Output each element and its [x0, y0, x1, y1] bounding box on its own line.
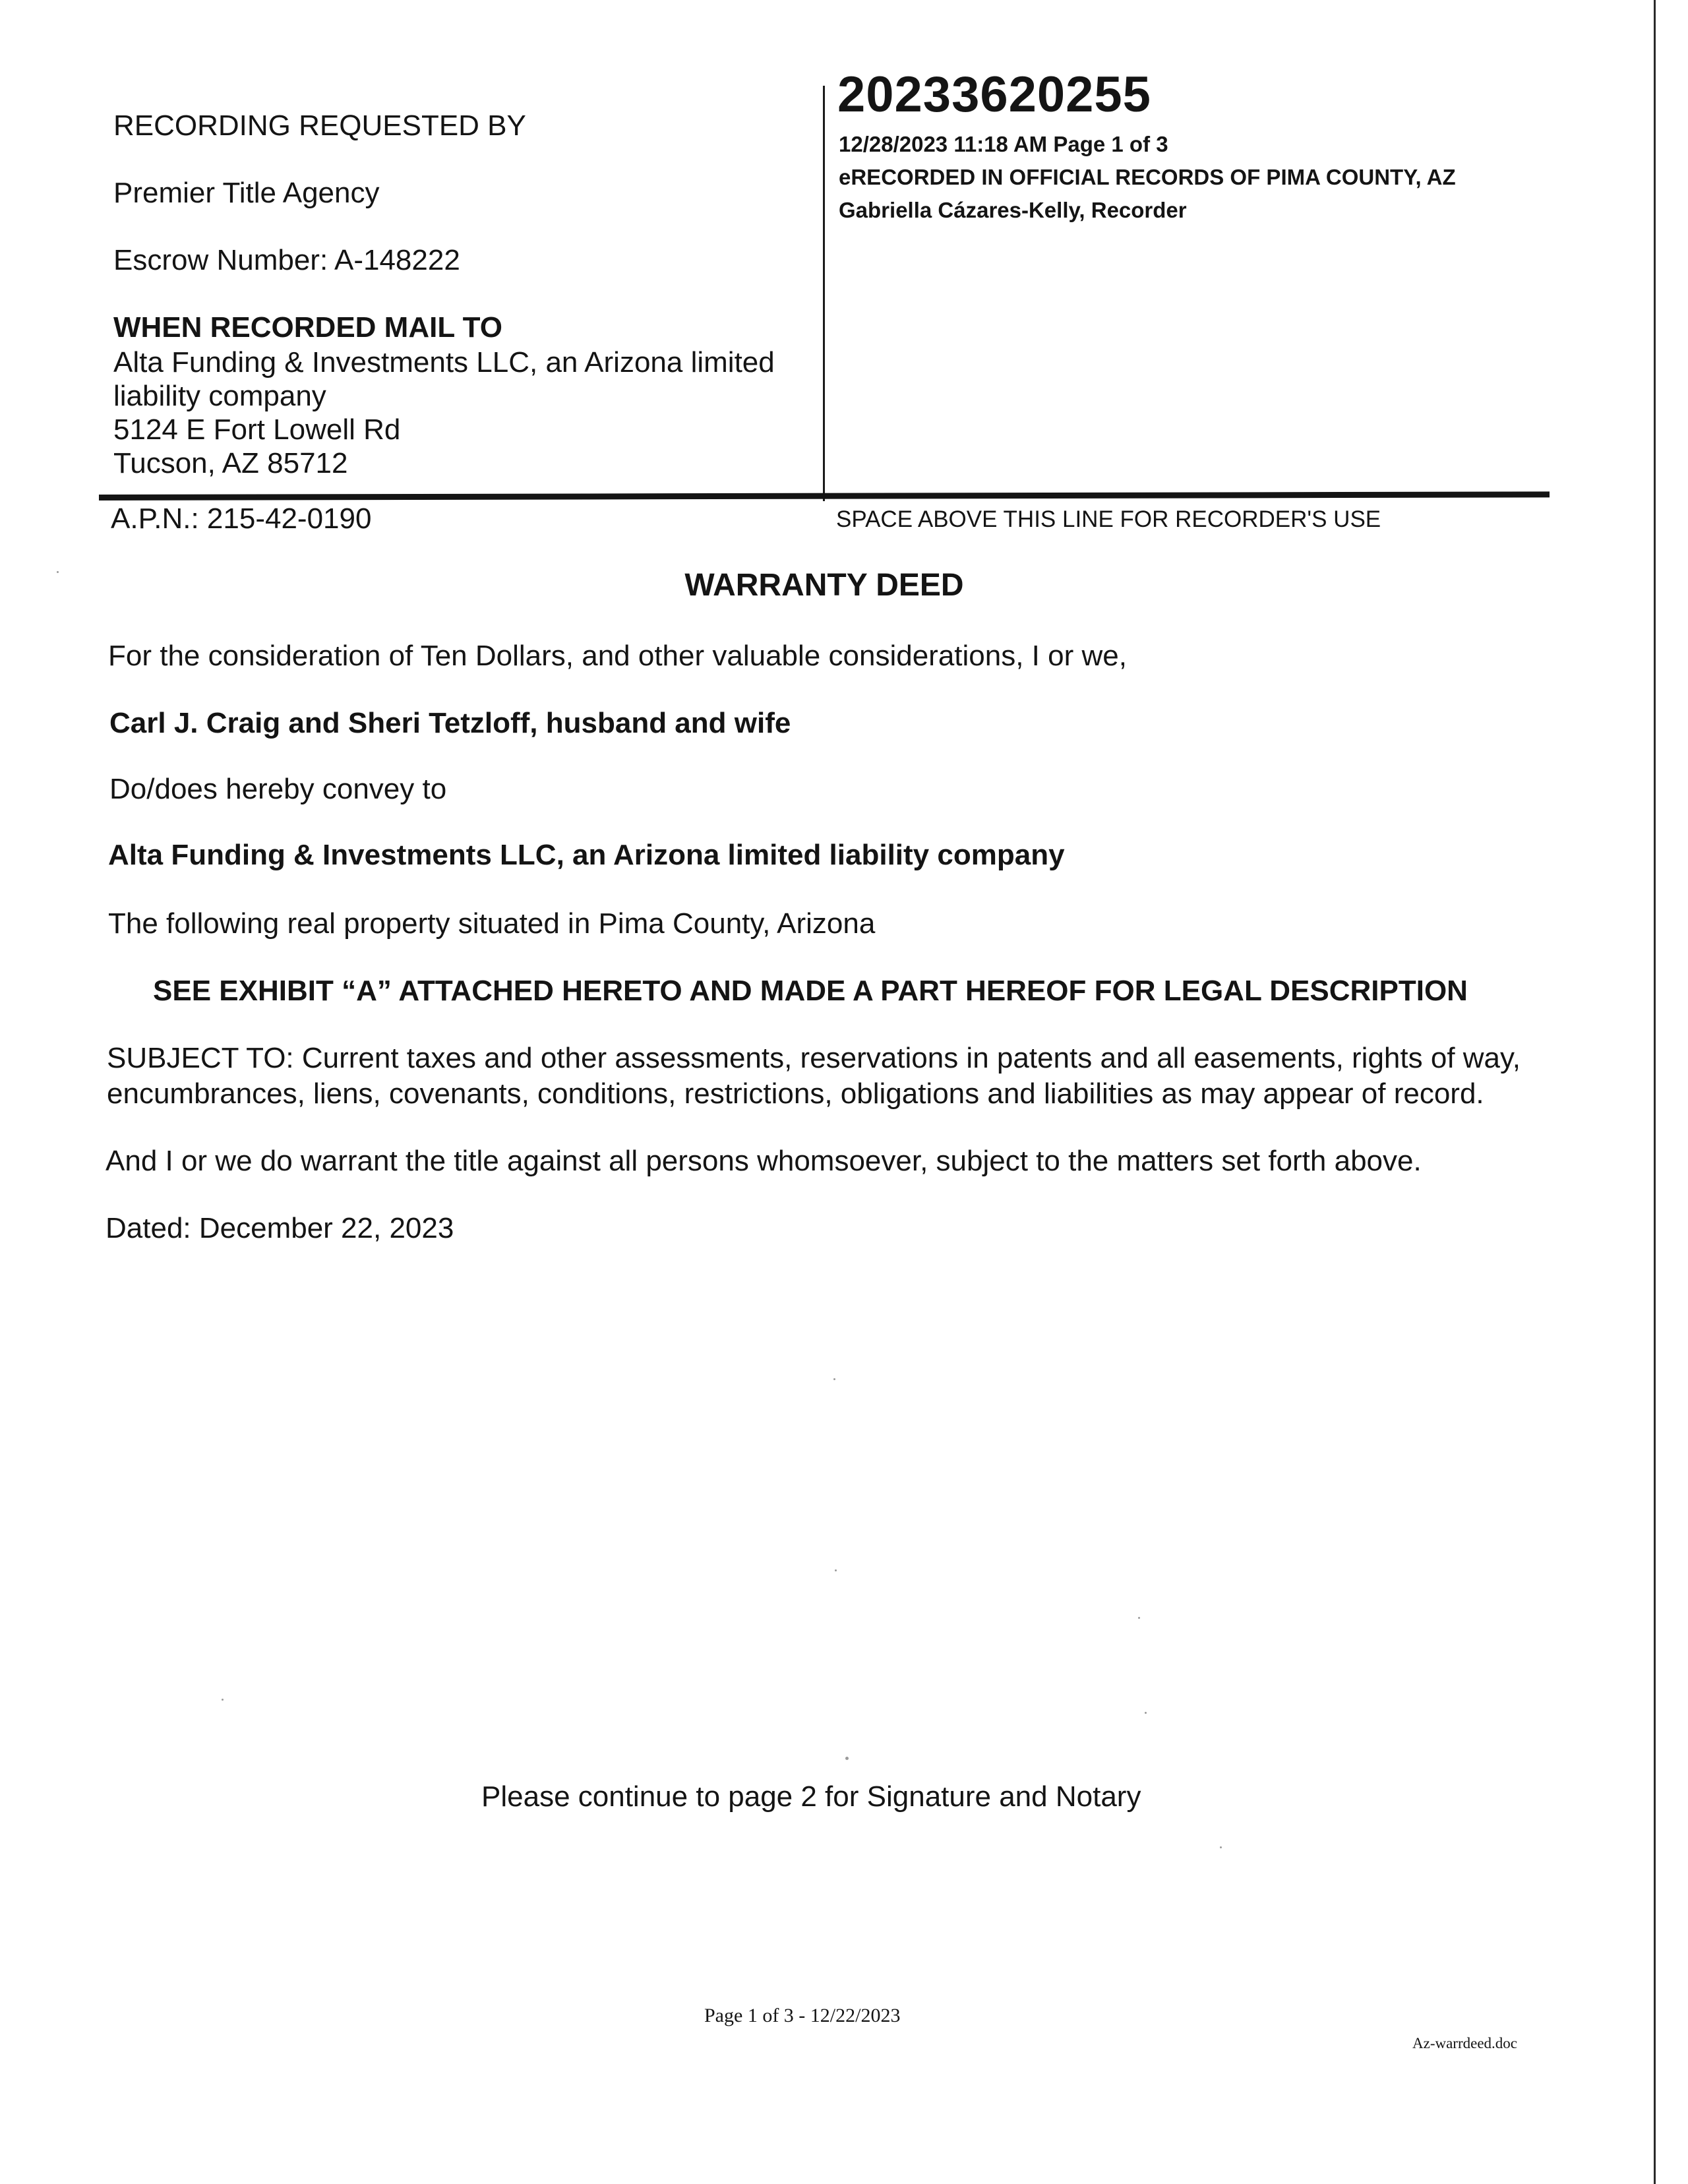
apn-number: A.P.N.: 215-42-0190 [111, 502, 372, 535]
scan-edge-line [1654, 0, 1656, 2184]
footer-page-number: Page 1 of 3 - 12/22/2023 [704, 2005, 901, 2026]
mail-to-line: Alta Funding & Investments LLC, an Arizona limited [113, 346, 775, 379]
mail-to-line: Tucson, AZ 85712 [113, 447, 348, 479]
recorder-box-divider [823, 86, 825, 501]
scan-speck [833, 1378, 835, 1380]
mail-to-address [113, 346, 806, 480]
warranty-text: And I or we do warrant the title against all persons whomsoever, subject to the matters set forth above. [106, 1145, 1422, 1177]
escrow-number: Escrow Number: A-148222 [113, 244, 460, 276]
scan-speck [57, 571, 59, 573]
subject-to-line: encumbrances, liens, covenants, conditions, restrictions, obligations and liabilities as may appear of record. [107, 1077, 1484, 1110]
recording-requested-label: RECORDING REQUESTED BY [113, 109, 526, 142]
property-text: The following real property situated in Pima County, Arizona [108, 907, 876, 940]
scan-speck [845, 1757, 849, 1760]
recorder-use-note: SPACE ABOVE THIS LINE FOR RECORDER'S USE [836, 506, 1381, 532]
convey-text: Do/does hereby convey to [109, 773, 447, 805]
document-number: 20233620255 [837, 67, 1151, 123]
page-title: WARRANTY DEED [684, 568, 964, 603]
recording-date: 12/28/2023 11:18 AM Page 1 of 3 [839, 132, 1168, 156]
continue-note: Please continue to page 2 for Signature and Notary [481, 1780, 1141, 1813]
mail-to-label: WHEN RECORDED MAIL TO [113, 311, 502, 344]
scan-speck [1145, 1712, 1147, 1714]
dated-line: Dated: December 22, 2023 [106, 1212, 454, 1244]
grantee: Alta Funding & Investments LLC, an Arizona limited liability company [108, 839, 1065, 871]
grantors: Carl J. Craig and Sheri Tetzloff, husband and wife [109, 707, 791, 739]
official-records-line: eRECORDED IN OFFICIAL RECORDS OF PIMA COUNTY, AZ [839, 165, 1456, 189]
scan-speck [835, 1569, 837, 1571]
subject-to-line: SUBJECT TO: Current taxes and other assessments, reservations in patents and all easements, rights of way, [107, 1042, 1521, 1074]
footer-file-name: Az-warrdeed.doc [1412, 2035, 1517, 2051]
mail-to-line: liability company [113, 380, 326, 412]
recorder-name: Gabriella Cázares-Kelly, Recorder [839, 198, 1187, 222]
consideration-text: For the consideration of Ten Dollars, and other valuable considerations, I or we, [108, 640, 1127, 672]
mail-to-line: 5124 E Fort Lowell Rd [113, 413, 401, 446]
exhibit-notice: SEE EXHIBIT “A” ATTACHED HERETO AND MADE A PART HEREOF FOR LEGAL DESCRIPTION [153, 975, 1468, 1007]
title-agency: Premier Title Agency [113, 177, 380, 209]
scan-speck [222, 1699, 224, 1701]
scan-speck [1138, 1617, 1140, 1619]
scan-speck [1220, 1846, 1222, 1848]
